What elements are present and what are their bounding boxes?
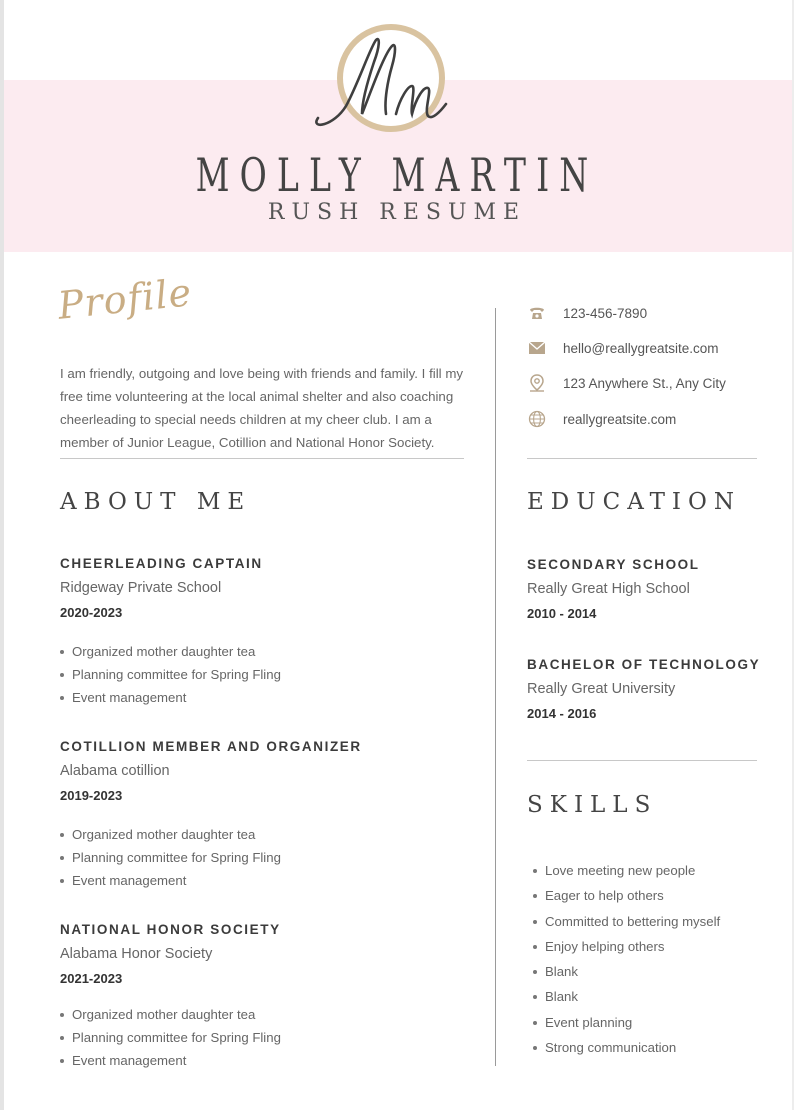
school-name: Really Great High School bbox=[527, 581, 690, 597]
contact-address bbox=[527, 373, 777, 393]
list-item: Planning committee for Spring Fling bbox=[60, 1026, 480, 1049]
education-entry bbox=[527, 557, 777, 621]
list-item: Blank bbox=[533, 959, 783, 984]
profile-text: I am friendly, outgoing and love being with friends and family. I fill my free time volunteering at the local animal shelter and also coaching cheerleading to special needs children at my cheer club. I am a member of Junior League, Cotillion and National Honor Society. bbox=[60, 366, 464, 450]
job-bullets bbox=[60, 640, 480, 709]
job-org: Alabama Honor Society bbox=[60, 946, 213, 962]
job-dates: 2019-2023 bbox=[60, 788, 123, 803]
divider bbox=[527, 760, 757, 761]
job-org: Ridgeway Private School bbox=[60, 580, 222, 596]
monogram-logo bbox=[300, 18, 460, 138]
email-text: hello@reallygreatsite.com bbox=[563, 340, 719, 356]
job-dates: 2020-2023 bbox=[60, 605, 123, 620]
list-item: Committed to bettering myself bbox=[533, 909, 783, 934]
job-org: Alabama cotillion bbox=[60, 763, 170, 779]
list-item: Event management bbox=[60, 869, 480, 892]
job-entry bbox=[60, 556, 480, 709]
list-item: Strong communication bbox=[533, 1035, 783, 1060]
envelope-icon bbox=[527, 338, 547, 358]
list-item: Love meeting new people bbox=[533, 858, 783, 883]
phone-text: 123-456-7890 bbox=[563, 305, 648, 321]
job-dates: 2021-2023 bbox=[60, 971, 123, 986]
skills-heading: SKILLS bbox=[527, 792, 658, 818]
job-bullets bbox=[60, 1003, 480, 1072]
list-item: Event management bbox=[60, 1049, 480, 1072]
list-item: Organized mother daughter tea bbox=[60, 823, 480, 846]
list-item: Planning committee for Spring Fling bbox=[60, 846, 480, 869]
school-name: Really Great University bbox=[527, 681, 676, 697]
list-item: Enjoy helping others bbox=[533, 934, 783, 959]
job-bullets bbox=[60, 823, 480, 892]
job-entry bbox=[60, 739, 480, 892]
about-heading: ABOUT ME bbox=[60, 489, 252, 515]
skills-list bbox=[533, 858, 783, 1060]
education-dates: 2014 - 2016 bbox=[527, 706, 597, 721]
globe-icon bbox=[527, 409, 547, 429]
list-item: Organized mother daughter tea bbox=[60, 1003, 480, 1026]
address-text: 123 Anywhere St., Any City bbox=[563, 375, 726, 391]
job-title: NATIONAL HONOR SOCIETY bbox=[60, 922, 281, 937]
divider bbox=[527, 458, 757, 459]
list-item: Event planning bbox=[533, 1010, 783, 1035]
contact-phone bbox=[527, 303, 777, 323]
list-item: Event management bbox=[60, 686, 480, 709]
map-pin-icon bbox=[527, 373, 547, 393]
column-divider bbox=[495, 308, 496, 1066]
contact-website bbox=[527, 409, 777, 429]
list-item: Organized mother daughter tea bbox=[60, 640, 480, 663]
phone-icon bbox=[527, 303, 547, 323]
divider bbox=[60, 458, 464, 459]
education-entry bbox=[527, 657, 777, 721]
list-item: Planning committee for Spring Fling bbox=[60, 663, 480, 686]
website-text: reallygreatsite.com bbox=[563, 411, 677, 427]
job-title: CHEERLEADING CAPTAIN bbox=[60, 556, 263, 571]
resume-subtitle: RUSH RESUME bbox=[267, 200, 527, 225]
list-item: Eager to help others bbox=[533, 883, 783, 908]
profile-heading: Profile bbox=[55, 270, 195, 328]
contact-email bbox=[527, 338, 777, 358]
degree-title: BACHELOR OF TECHNOLOGY bbox=[527, 657, 761, 672]
education-heading: EDUCATION bbox=[527, 489, 741, 515]
resume-name: MOLLY MARTIN bbox=[195, 148, 599, 202]
job-entry bbox=[60, 922, 480, 1072]
list-item: Blank bbox=[533, 984, 783, 1009]
job-title: COTILLION MEMBER AND ORGANIZER bbox=[60, 739, 362, 754]
degree-title: SECONDARY SCHOOL bbox=[527, 557, 700, 572]
education-dates: 2010 - 2014 bbox=[527, 606, 597, 621]
